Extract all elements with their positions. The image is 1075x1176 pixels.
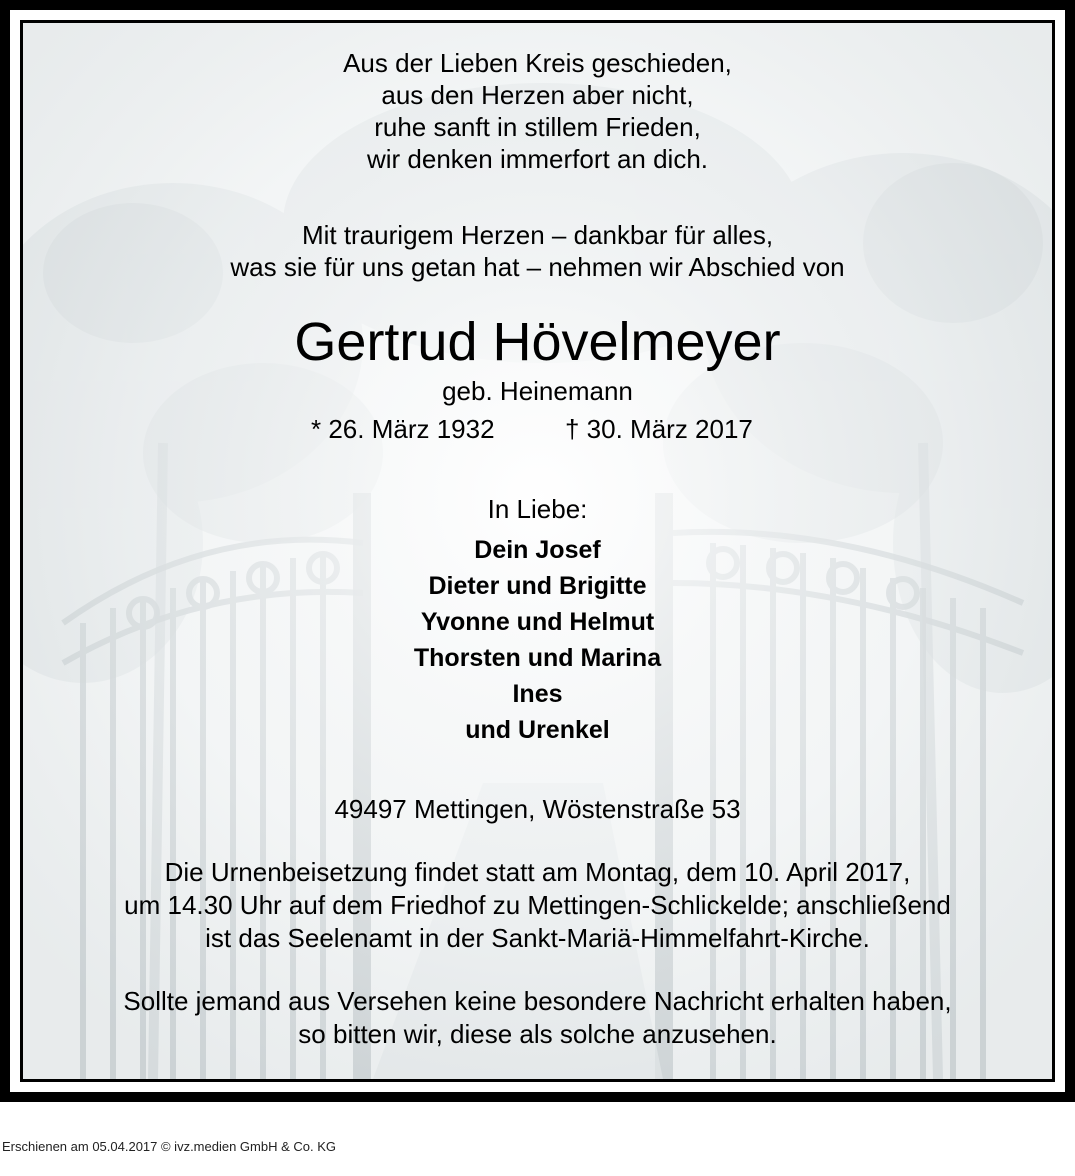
deceased-name: Gertrud Hövelmeyer: [294, 312, 781, 372]
family-member: Thorsten und Marina: [413, 644, 662, 672]
family-member: Dein Josef: [474, 536, 601, 564]
family-member: und Urenkel: [465, 716, 610, 744]
intro-line: Mit traurigem Herzen – dankbar für alles,: [301, 220, 774, 250]
ceremony-line: um 14.30 Uhr auf dem Friedhof zu Mettingen-Schlickelde; anschließend: [124, 890, 951, 920]
death-date: † 30. März 2017: [565, 414, 753, 444]
intro-line: was sie für uns getan hat – nehmen wir Abschied von: [230, 252, 845, 282]
family-member: Ines: [512, 680, 563, 708]
poem-line: aus den Herzen aber nicht,: [381, 80, 694, 110]
family-member: Yvonne und Helmut: [420, 608, 655, 636]
address: 49497 Mettingen, Wöstenstraße 53: [334, 794, 741, 824]
obituary-card: [20, 20, 1055, 1082]
birth-date: * 26. März 1932: [311, 414, 495, 444]
obituary-text: [23, 23, 1052, 1079]
maiden-name: geb. Heinemann: [442, 376, 633, 406]
family-member: Dieter und Brigitte: [428, 572, 647, 600]
poem-line: wir denken immerfort an dich.: [366, 144, 709, 174]
poem-line: ruhe sanft in stillem Frieden,: [374, 112, 701, 142]
closing-line: so bitten wir, diese als solche anzusehen.: [298, 1019, 777, 1049]
poem-line: Aus der Lieben Kreis geschieden,: [343, 48, 732, 78]
family-heading: In Liebe:: [487, 494, 588, 524]
ceremony-line: ist das Seelenamt in der Sankt-Mariä-Himmelfahrt-Kirche.: [205, 923, 870, 953]
ceremony-line: Die Urnenbeisetzung findet statt am Montag, dem 10. April 2017,: [164, 857, 911, 887]
publication-footer: Erschienen am 05.04.2017 © ivz.medien GmbH & Co. KG: [2, 1139, 337, 1154]
closing-line: Sollte jemand aus Versehen keine besondere Nachricht erhalten haben,: [123, 986, 952, 1016]
